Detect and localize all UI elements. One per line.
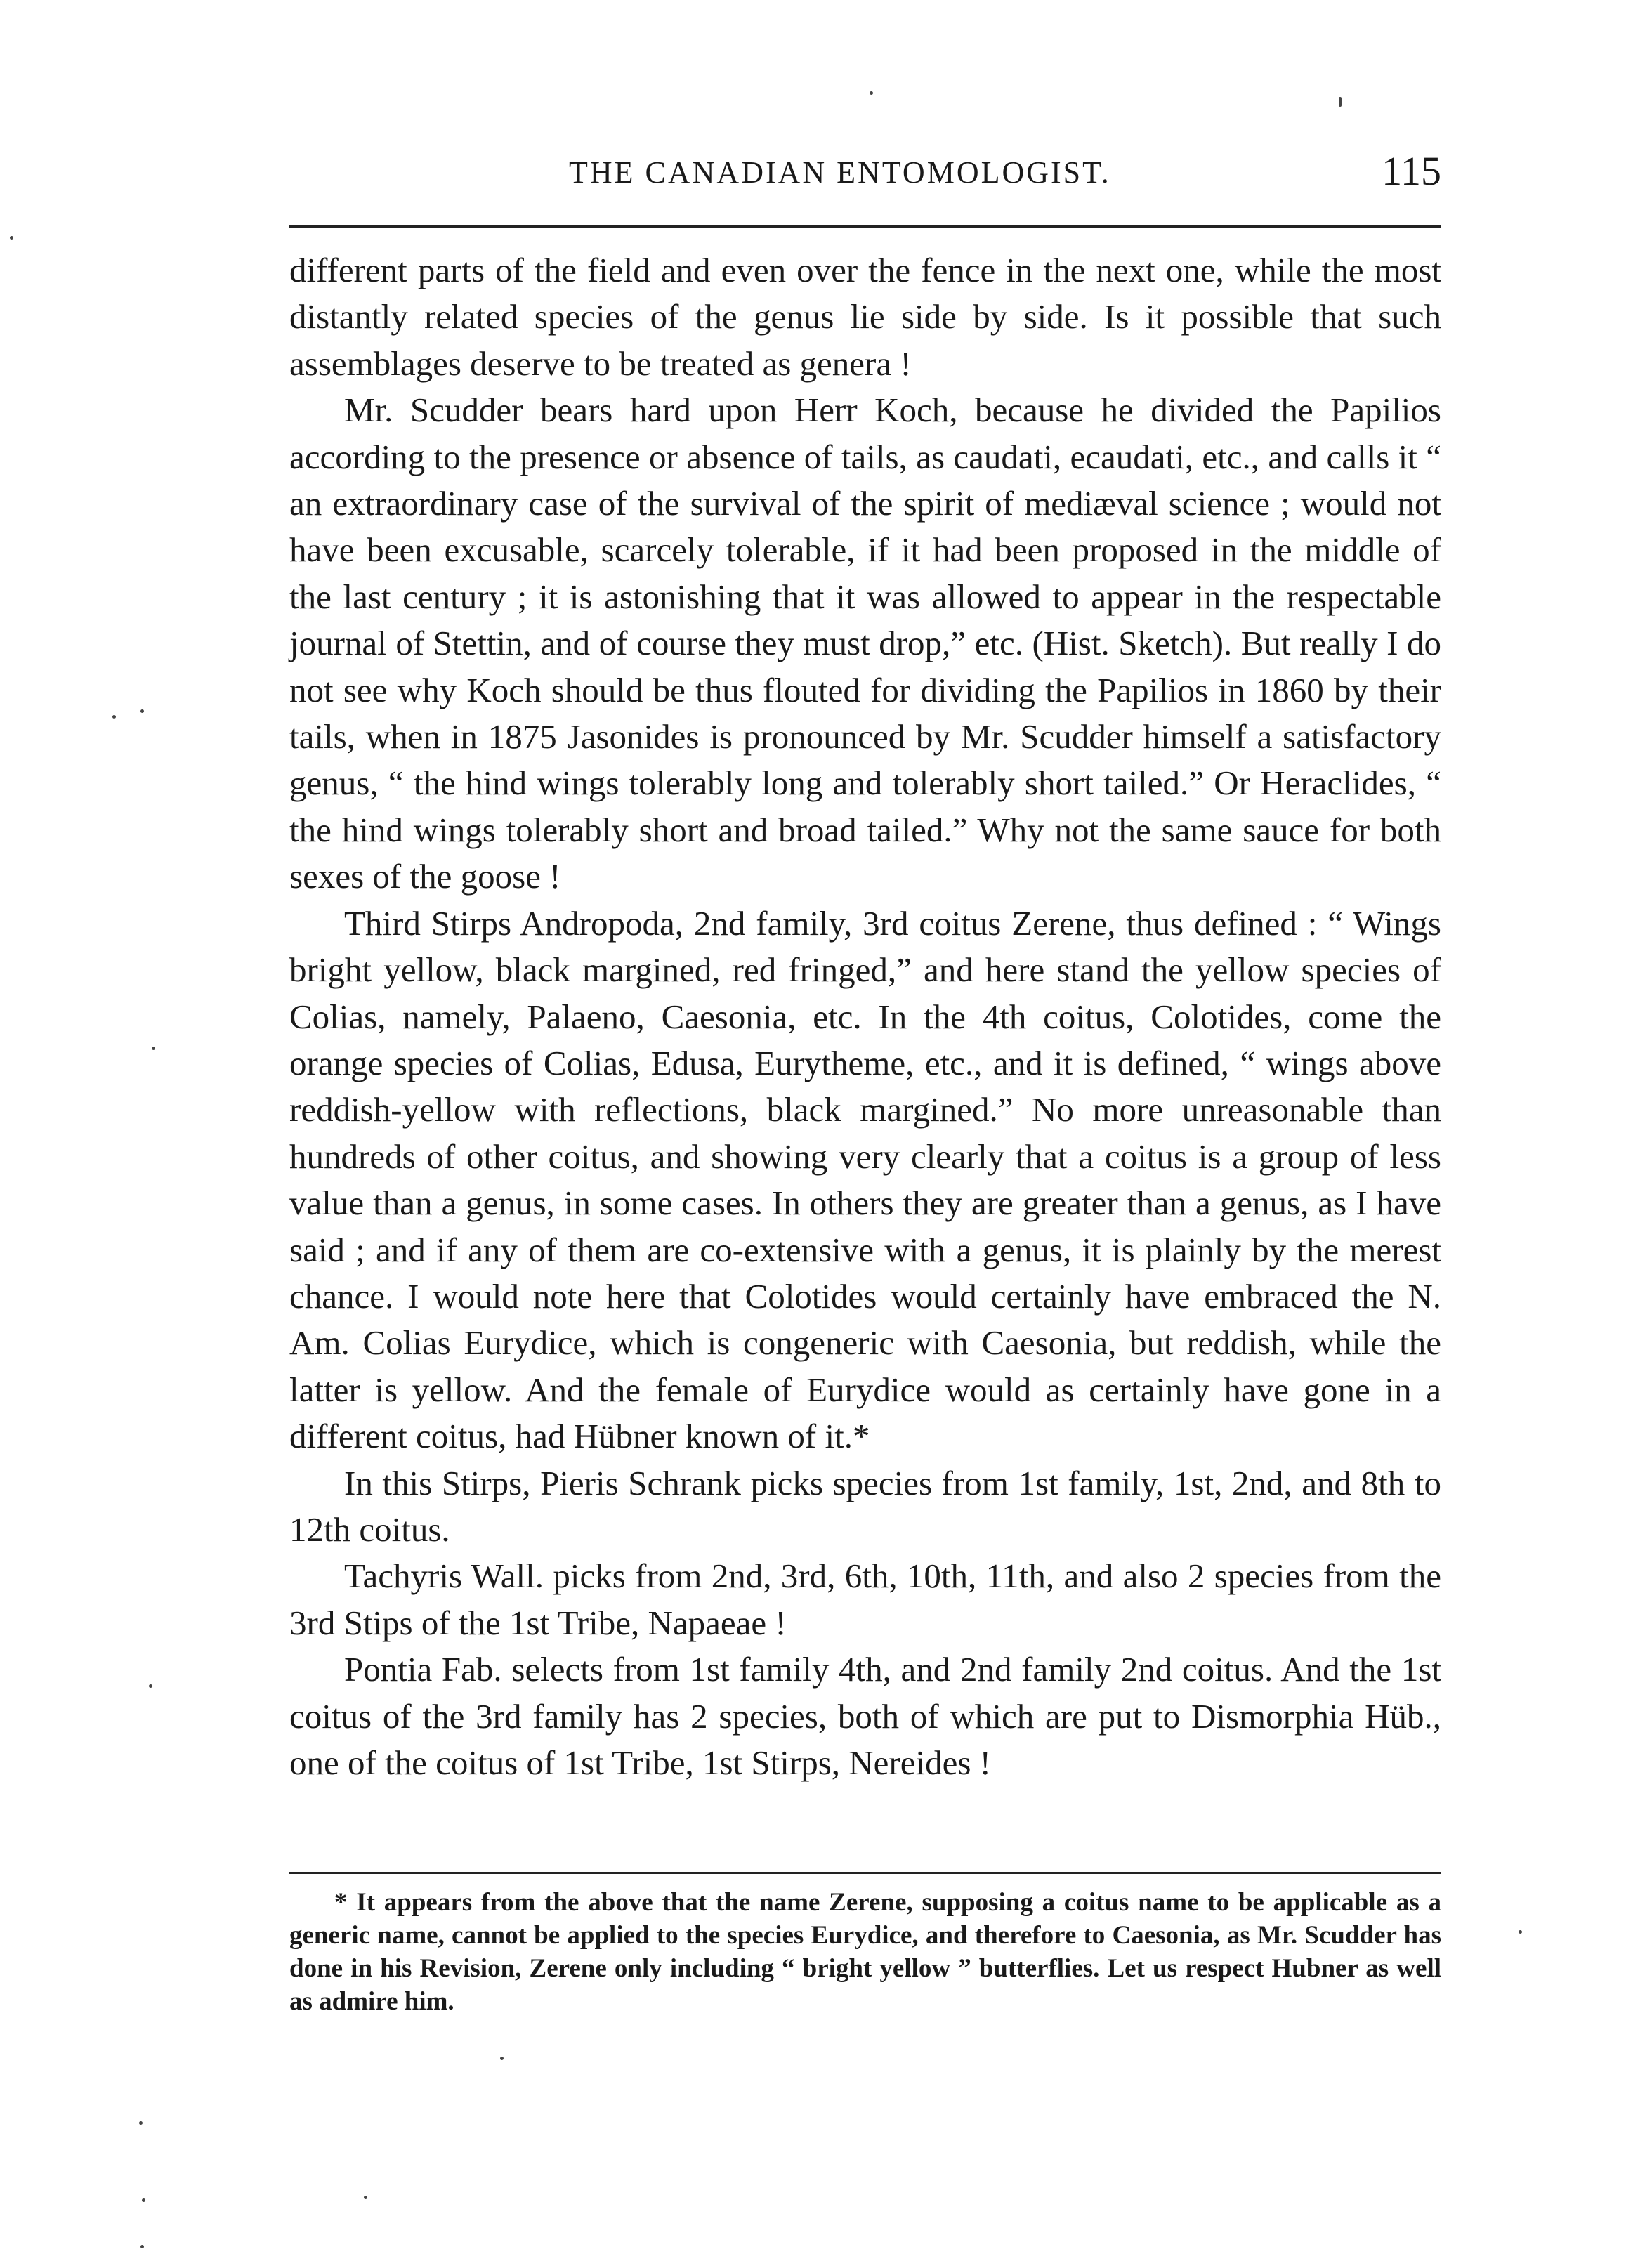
running-title: THE CANADIAN ENTOMOLOGIST.	[569, 155, 1111, 190]
paragraph-5: Tachyris Wall. picks from 2nd, 3rd, 6th, 10th, 11th, and also 2 species from the 3rd Stips of the 1st Tribe, Napaeae !	[289, 1556, 1441, 1642]
paragraph-3: Third Stirps Andropoda, 2nd family, 3rd coitus Zerene, thus defined : “ Wings bright yellow, black margined, red fringed,” and here stand the yellow species of Colias, namely, Palaeno, Caesonia, etc. In the 4th coitus, Colotides, come the orange species of Colias, Edusa, Eurytheme, etc., and it is defined, “ wings above reddish-yellow with reflections, black margined.” No more unreasonable than hundreds of other coitus, and showing very clearly that a coitus is a group of less value than a genus, in some cases. In others they are greater than a genus, as I have said ; and if any of them are co-extensive with a genus, it is plainly by the merest chance. I would note here that Colotides would certainly have embraced the N. Am. Colias Eurydice, which is congeneric with Caesonia, but reddish, while the latter is yellow. And the female of Eurydice would as certainly have gone in a different coitus, had Hübner known of it.*	[289, 903, 1441, 1456]
paragraph-6: Pontia Fab. selects from 1st family 4th, and 2nd family 2nd coitus. And the 1st coitus of the 3rd family has 2 species, both of which are put to Dismorphia Hüb., one of the coitus of 1st Tribe, 1st Stirps, Nereides !	[289, 1650, 1441, 1782]
paragraph-4: In this Stirps, Pieris Schrank picks species from 1st family, 1st, 2nd, and 8th to 12th coitus.	[289, 1463, 1441, 1549]
body-text	[289, 247, 1441, 1786]
scan-speck	[1339, 97, 1342, 107]
scan-speck	[112, 715, 116, 719]
scan-speck	[140, 709, 144, 713]
footnote: * It appears from the above that the name Zerene, supposing a coitus name to be applicable as a generic name, cannot be applied to the species Eurydice, and therefore to Caesonia, as Mr. Scudder has done in his Revision, Zerene only including “ bright yellow ” butterflies. Let us respect Hubner as well as admire him.	[289, 1888, 1441, 2016]
scan-speck	[142, 2198, 145, 2202]
scan-speck	[149, 1684, 152, 1688]
scan-speck	[140, 2245, 144, 2248]
paragraph-2: Mr. Scudder bears hard upon Herr Koch, because he divided the Papilios according to the presence or absence of tails, as caudati, ecaudati, etc., and calls it “ an extraordinary case of the survival of the spirit of mediæval science ; would not have been excusable, scarcely tolerable, if it had been proposed in the middle of the last century ; it is astonishing that it was allowed to appear in the respectable journal of Stettin, and of course they must drop,” etc. (Hist. Sketch). But really I do not see why Koch should be thus flouted for dividing the Papilios in 1860 by their tails, when in 1875 Jasonides is pronounced by Mr. Scudder himself a satisfactory genus, “ the hind wings tolerably long and tolerably short tailed.” Or Heraclides, “ the hind wings tolerably short and broad tailed.” Why not the same sauce for both sexes of the goose !	[289, 391, 1441, 896]
page-header	[289, 148, 1441, 197]
footnote-rule	[289, 1872, 1441, 1874]
scan-speck	[152, 1047, 155, 1050]
scan-speck	[139, 2121, 143, 2125]
scan-speck	[500, 2057, 504, 2060]
header-rule	[289, 225, 1441, 228]
scan-speck	[870, 91, 873, 95]
scan-speck	[1519, 1930, 1522, 1934]
paragraph-1: different parts of the field and even over the fence in the next one, while the most distantly related species of the genus lie side by side. Is it possible that such assemblages deserve to be treated as genera !	[289, 251, 1441, 383]
page-number: 115	[1382, 148, 1441, 194]
scan-speck	[364, 2196, 367, 2199]
scan-speck	[10, 236, 13, 240]
